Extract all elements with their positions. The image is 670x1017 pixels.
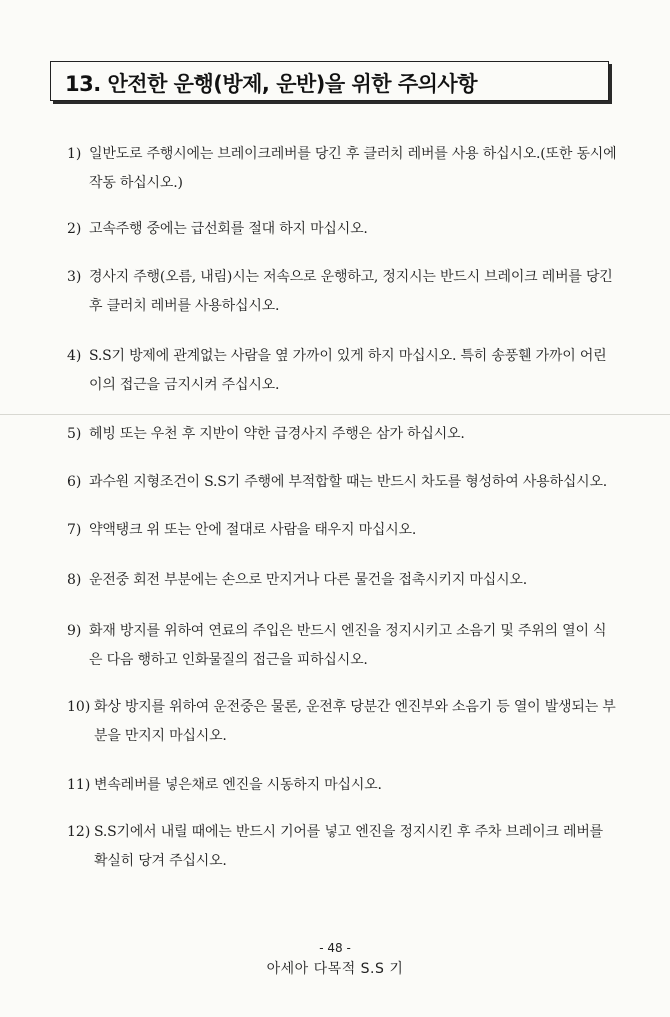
- item-text: 약액탱크 위 또는 안에 절대로 사람을 태우지 마십시오.: [89, 522, 417, 538]
- item-text: 은 다음 행하고 인화물질의 접근을 피하십시오.: [89, 652, 368, 668]
- item-text: S.S기에서 내릴 때에는 반드시 기어를 넣고 엔진을 정지시킨 후 주차 브레이크 레버를: [94, 824, 603, 840]
- item-text: 확실히 당겨 주십시오.: [94, 853, 227, 869]
- item-number: 9): [67, 623, 82, 639]
- item-text: 화상 방지를 위하여 운전중은 물론, 운전후 당분간 엔진부와 소음기 등 열이 발생되는 부: [94, 699, 616, 715]
- item-number: 3): [67, 269, 82, 285]
- page-number: - 48 -: [319, 941, 351, 955]
- item-text: 일반도로 주행시에는 브레이크레버를 당긴 후 클러치 레버를 사용 하십시오.(또한 동시에: [89, 146, 617, 162]
- item-number: 5): [67, 426, 82, 442]
- item-text: 고속주행 중에는 급선회를 절대 하지 마십시오.: [89, 221, 368, 237]
- item-number: 8): [67, 572, 82, 588]
- manual-name: 아세아 다목적 S.S 기: [266, 961, 404, 977]
- section-title-box: [50, 61, 609, 101]
- item-text: 화재 방지를 위하여 연료의 주입은 반드시 엔진을 정지시키고 소음기 및 주위의 열이 식: [89, 623, 607, 639]
- scan-line: [0, 414, 670, 415]
- item-text: 운전중 회전 부분에는 손으로 만지거나 다른 물건을 접촉시키지 마십시오.: [89, 572, 527, 588]
- item-number: 12): [67, 824, 91, 840]
- item-text: 작동 하십시오.): [89, 175, 183, 191]
- item-number: 1): [67, 146, 82, 162]
- item-number: 2): [67, 221, 82, 237]
- item-text: 분을 만지지 마십시오.: [94, 728, 227, 744]
- item-text: 이의 접근을 금지시켜 주십시오.: [89, 377, 280, 393]
- item-text: 과수원 지형조건이 S.S기 주행에 부적합할 때는 반드시 차도를 형성하여 사용하십시오.: [89, 474, 608, 490]
- item-number: 6): [67, 474, 82, 490]
- item-text: 변속레버를 넣은채로 엔진을 시동하지 마십시오.: [94, 777, 382, 793]
- item-number: 4): [67, 348, 82, 364]
- item-number: 10): [67, 699, 91, 715]
- item-text: 후 클러치 레버를 사용하십시오.: [89, 298, 280, 314]
- item-text: 헤빙 또는 우천 후 지반이 약한 급경사지 주행은 삼가 하십시오.: [89, 426, 465, 442]
- item-number: 11): [67, 777, 91, 793]
- section-title: 13. 안전한 운행(방제, 운반)을 위한 주의사항: [65, 72, 478, 96]
- item-text: 경사지 주행(오름, 내림)시는 저속으로 운행하고, 정지시는 반드시 브레이크 레버를 당긴: [89, 269, 613, 285]
- item-text: S.S기 방제에 관계없는 사람을 옆 가까이 있게 하지 마십시오. 특히 송풍휀 가까이 어린: [89, 348, 607, 364]
- item-number: 7): [67, 522, 82, 538]
